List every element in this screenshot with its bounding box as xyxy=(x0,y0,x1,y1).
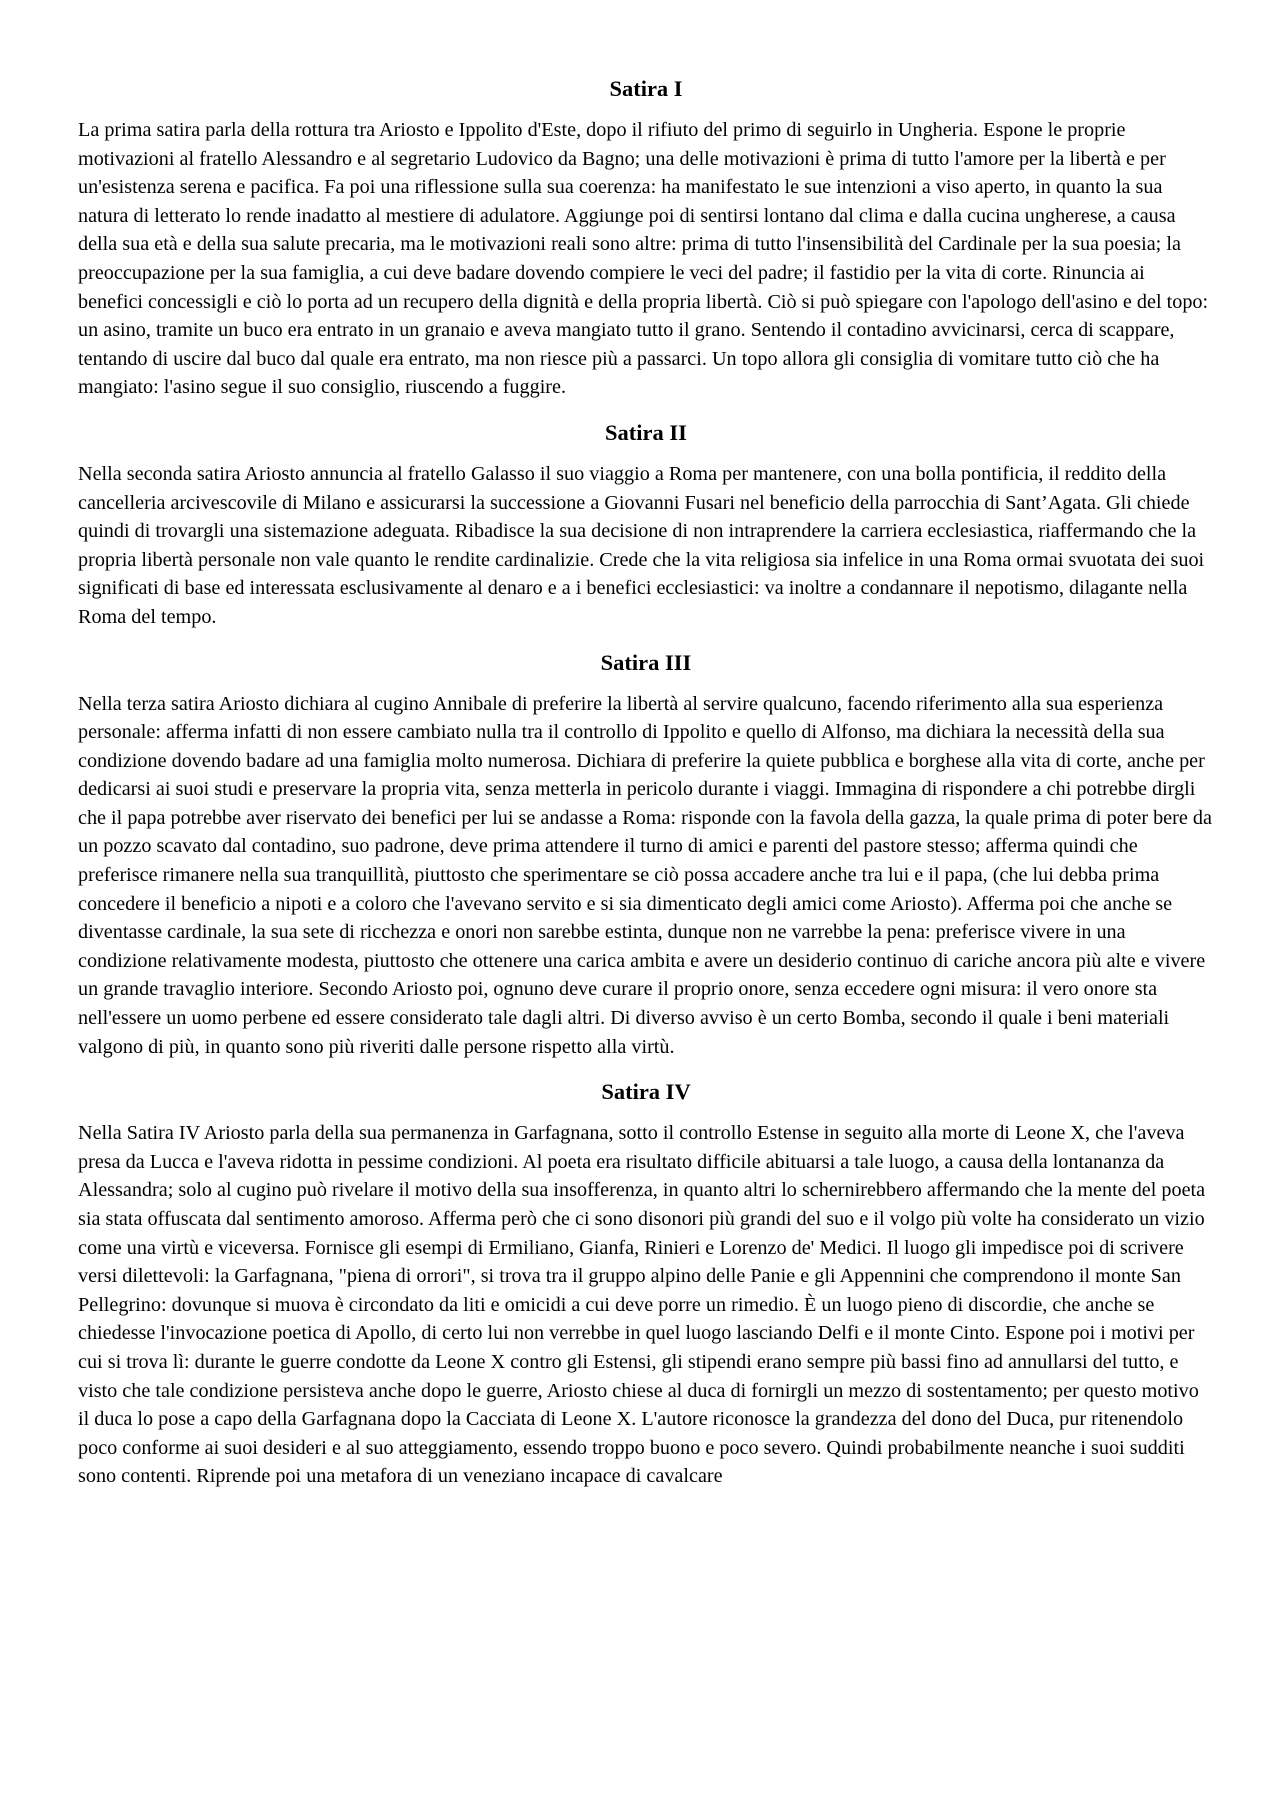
section-paragraph: Nella Satira IV Ariosto parla della sua permanenza in Garfagnana, sotto il controllo Estense in seguito alla morte di Leone X, che l'aveva presa da Lucca e l'aveva ridotta in pessime condizioni. Al poeta era risultato difficile abituarsi a tale luogo, a causa della lontananza da Alessandra; solo al cugino può rivelare il motivo della sua insofferenza, in quanto altri lo schernirebbero affermando che la mente del poeta sia stata offuscata dal sentimento amoroso. Afferma però che ci sono disonori più grandi del suo e il volgo più volte ha considerato un vizio come una virtù e viceversa. Fornisce gli esempi di Ermiliano, Gianfa, Rinieri e Lorenzo de' Medici. Il luogo gli impedisce poi di scrivere versi dilettevoli: la Garfagnana, "piena di orrori", si trova tra il gruppo alpino delle Panie e gli Appennini che comprendono il monte San Pellegrino: dovunque si muova è circondato da liti e omicidi a cui deve porre un rimedio. È un luogo pieno di discordie, che anche se chiedesse l'invocazione poetica di Apollo, di certo lui non verrebbe in quel luogo lasciando Delfi e il monte Cinto. Espone poi i motivi per cui si trova lì: durante le guerre condotte da Leone X contro gli Estensi, gli stipendi erano sempre più bassi fino ad annullarsi del tutto, e visto che tale condizione persisteva anche dopo le guerre, Ariosto chiese al duca di fornirgli un mezzo di sostentamento; per questo motivo il duca lo pose a capo della Garfagnana dopo la Cacciata di Leone X. L'autore riconosce la grandezza del dono del Duca, pur ritenendolo poco conforme ai suoi desideri e al suo atteggiamento, essendo troppo buono e poco severo. Quindi probabilmente neanche i suoi sudditi sono contenti. Riprende poi una metafora di un veneziano incapace di cavalcare xyxy=(78,1122,1206,1488)
section-satira-1 xyxy=(78,72,1214,402)
section-satira-3 xyxy=(78,646,1214,1062)
section-title: Satira II xyxy=(605,419,687,445)
document-page xyxy=(78,72,1214,1505)
section-paragraph: Nella terza satira Ariosto dichiara al cugino Annibale di preferire la libertà al servire qualcuno, facendo riferimento alla sua esperienza personale: afferma infatti di non essere cambiato nulla tra il controllo di Ippolito e quello di Alfonso, ma dichiara la necessità della sua condizione dovendo badare ad una famiglia molto numerosa. Dichiara di preferire la quiete pubblica e borghese alla vita di corte, anche per dedicarsi ai suoi studi e preservare la propria vita, senza metterla in pericolo durante i viaggi. Immagina di rispondere a chi potrebbe dirgli che il papa potrebbe aver riservato dei benefici per lui se andasse a Roma: risponde con la favola della gazza, la quale prima di poter bere da un pozzo scavato dal contadino, suo padrone, deve prima attendere il turno di amici e parenti del pastore stesso; afferma quindi che preferisce rimanere nella sua tranquillità, piuttosto che sperimentare se ciò possa accadere anche tra lui e il papa, (che lui debba prima concedere il beneficio a nipoti e a coloro che l'avevano servito e si sia dimenticato degli amici come Ariosto). Afferma poi che anche se diventasse cardinale, la sua sete di ricchezza e onori non sarebbe estinta, dunque non ne varrebbe la pena: preferisce vivere in una condizione relativamente modesta, piuttosto che ottenere una carica ambita e avere un desiderio continuo di cariche ancora più alte e vivere un grande travaglio interiore. Secondo Ariosto poi, ognuno deve curare il proprio onore, senza eccedere ogni misura: il vero onore sta nell'essere un uomo perbene ed essere considerato tale dagli altri. Di diverso avviso è un certo Bomba, secondo il quale i beni materiali valgono di più, in quanto sono più riveriti dalle persone rispetto alla virtù. xyxy=(78,692,1212,1058)
section-satira-4 xyxy=(78,1075,1214,1491)
section-satira-2 xyxy=(78,416,1214,632)
section-title: Satira I xyxy=(609,76,683,101)
section-title: Satira III xyxy=(600,649,692,675)
section-title: Satira IV xyxy=(601,1079,691,1105)
section-paragraph: La prima satira parla della rottura tra Ariosto e Ippolito d'Este, dopo il rifiuto del primo di seguirlo in Ungheria. Espone le proprie motivazioni al fratello Alessandro e al segretario Ludovico da Bagno; una delle motivazioni è prima di tutto l'amore per la libertà e per un'esistenza serena e pacifica. Fa poi una riflessione sulla sua coerenza: ha manifestato le sue intenzioni a viso aperto, in quanto la sua natura di letterato lo rende inadatto al mestiere di adulatore. Aggiunge poi di sentirsi lontano dal clima e dalla cucina ungherese, a causa della sua età e della sua salute precaria, ma le motivazioni reali sono altre: prima di tutto l'insensibilità del Cardinale per la sua poesia; la preoccupazione per la sua famiglia, a cui deve badare dovendo compiere le veci del padre; il fastidio per la vita di corte. Rinuncia ai benefici concessigli e ciò lo porta ad un recupero della dignità e della propria libertà. Ciò si può spiegare con l'apologo dell'asino e del topo: un asino, tramite un buco era entrato in un granaio e aveva mangiato tutto il grano. Sentendo il contadino avvicinarsi, cerca di scappare, tentando di uscire dal buco dal quale era entrato, ma non riesce più a passarci. Un topo allora gli consiglia di vomitare tutto ciò che ha mangiato: l'asino segue il suo consiglio, riuscendo a fuggire. xyxy=(78,119,1209,399)
section-paragraph: Nella seconda satira Ariosto annuncia al fratello Galasso il suo viaggio a Roma per mantenere, con una bolla pontificia, il reddito della cancelleria arcivescovile di Milano e assicurarsi la successione a Giovanni Fusari nel beneficio della parrocchia di Sant’Agata. Gli chiede quindi di trovargli una sistemazione adeguata. Ribadisce la sua decisione di non intraprendere la carriera ecclesiastica, riaffermando che la propria libertà personale non vale quanto le rendite cardinalizie. Crede che la vita religiosa sia infelice in una Roma ormai svuotata dei suoi significati di base ed interessata esclusivamente al denaro e a i benefici ecclesiastici: va inoltre a condannare il nepotismo, dilagante nella Roma del tempo. xyxy=(78,462,1205,628)
